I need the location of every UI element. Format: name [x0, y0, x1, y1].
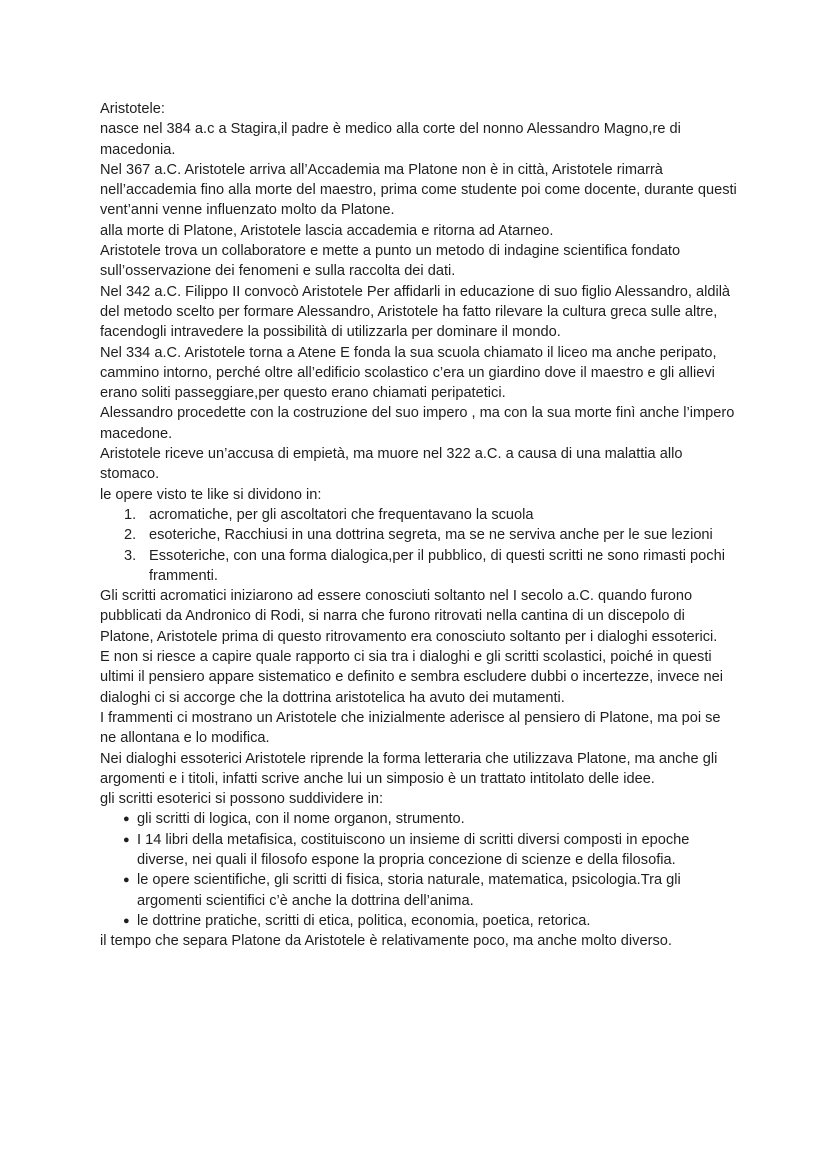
numbered-list [100, 505, 740, 586]
bullet-icon: ● [123, 813, 130, 826]
paragraph: Nei dialoghi essoterici Aristotele riprende la forma letteraria che utilizzava Platone, ma anche gli argomenti e i titoli, infatti scrive anche lui un simposio è un trattato intitolato delle idee. [100, 750, 718, 787]
list-item: ● le opere scientifiche, gli scritti di fisica, storia naturale, matematica, psicologia.Tra gli argomenti scientifici c’è anche la dottrina dell’anima. [123, 872, 681, 909]
closing-paragraph: il tempo che separa Platone da Aristotele è relativamente poco, ma anche molto diverso. [100, 933, 672, 950]
paragraph: Gli scritti acromatici iniziarono ad essere conosciuti soltanto nel I secolo a.C. quando furono pubblicati da Andronico di Rodi, si narra che furono ritrovati nella cantina di un discepolo di Platone, Aristotele prima di questo ritrovamento era conosciuto soltanto per i dialoghi essoterici. [100, 588, 718, 645]
list-item: ● I 14 libri della metafisica, costituiscono un insieme di scritti diversi composti in epoche diverse, nei quali il filosofo espone la propria concezione di scienze e della filosofia. [123, 831, 690, 868]
list-item: ● le dottrine pratiche, scritti di etica, politica, economia, poetica, retorica. [100, 911, 740, 931]
paragraph: Alessandro procedette con la costruzione del suo impero , ma con la sua morte finì anche l’impero macedone. [100, 405, 735, 442]
list-intro: gli scritti esoterici si possono suddividere in: [100, 791, 384, 808]
paragraph: Nel 342 a.C. Filippo II convocò Aristotele Per affidarli in educazione di suo figlio Alessandro, aldilà del metodo scelto per formare Alessandro, Aristotele ha fatto rilevare la cultura greca sulle altre, facendogli intravedere la possibilità di utilizzarla per dominare il mondo. [100, 283, 731, 341]
list-item: 2. esoteriche, Racchiusi in una dottrina segreta, ma se ne serviva anche per le sue lezioni [124, 527, 713, 544]
bullet-icon: ● [123, 833, 130, 846]
document-body [100, 99, 740, 951]
paragraph: nasce nel 384 a.c a Stagira,il padre è medico alla corte del nonno Alessandro Magno,re di macedonia. [100, 121, 681, 158]
paragraph: alla morte di Platone, Aristotele lascia accademia e ritorna ad Atarneo. [100, 222, 554, 239]
list-item: 1. acromatiche, per gli ascoltatori che frequentavano la scuola [124, 506, 534, 523]
paragraph: Aristotele riceve un’accusa di empietà, ma muore nel 322 a.C. a causa di una malattia allo stomaco. [100, 446, 683, 483]
paragraph: Nel 334 a.C. Aristotele torna a Atene E fonda la sua scuola chiamato il liceo ma anche peripato, cammino intorno, perché oltre all’edificio scolastico c’era un giardino dove il maestro e gli allievi erano soliti passeggiare,per questo erano chiamati peripatetici. [100, 344, 717, 402]
bullet-list [100, 809, 740, 931]
paragraph: E non si riesce a capire quale rapporto ci sia tra i dialoghi e gli scritti scolastici, poiché in questi ultimi il pensiero appare sistematico e definito e sembra escludere dubbi o incertezze, invece nei dialoghi ci si accorge che la dottrina aristotelica ha avuto dei mutamenti. [100, 649, 723, 706]
paragraph: Nel 367 a.C. Aristotele arriva all’Accademia ma Platone non è in città, Aristotele rimarrà nell’accademia fino alla morte del maestro, prima come studente poi come docente, durante questi vent’anni venne influenzato molto da Platone. [100, 161, 737, 219]
document-title: Aristotele: [100, 101, 165, 117]
list-item: 3. Essoteriche, con una forma dialogica,per il pubblico, di questi scritti ne sono rimasti pochi frammenti. [124, 547, 725, 584]
bullet-icon: ● [123, 874, 130, 887]
paragraph: I frammenti ci mostrano un Aristotele che inizialmente aderisce al pensiero di Platone, ma poi se ne allontana e lo modifica. [100, 709, 721, 747]
paragraph: Aristotele trova un collaboratore e mette a punto un metodo di indagine scientifica fondato sull’osservazione dei fenomeni e sulla raccolta dei dati. [100, 243, 681, 280]
list-item: ● gli scritti di logica, con il nome organon, strumento. [100, 809, 740, 829]
list-intro: le opere visto te like si dividono in: [100, 486, 322, 503]
bullet-icon: ● [123, 914, 130, 927]
